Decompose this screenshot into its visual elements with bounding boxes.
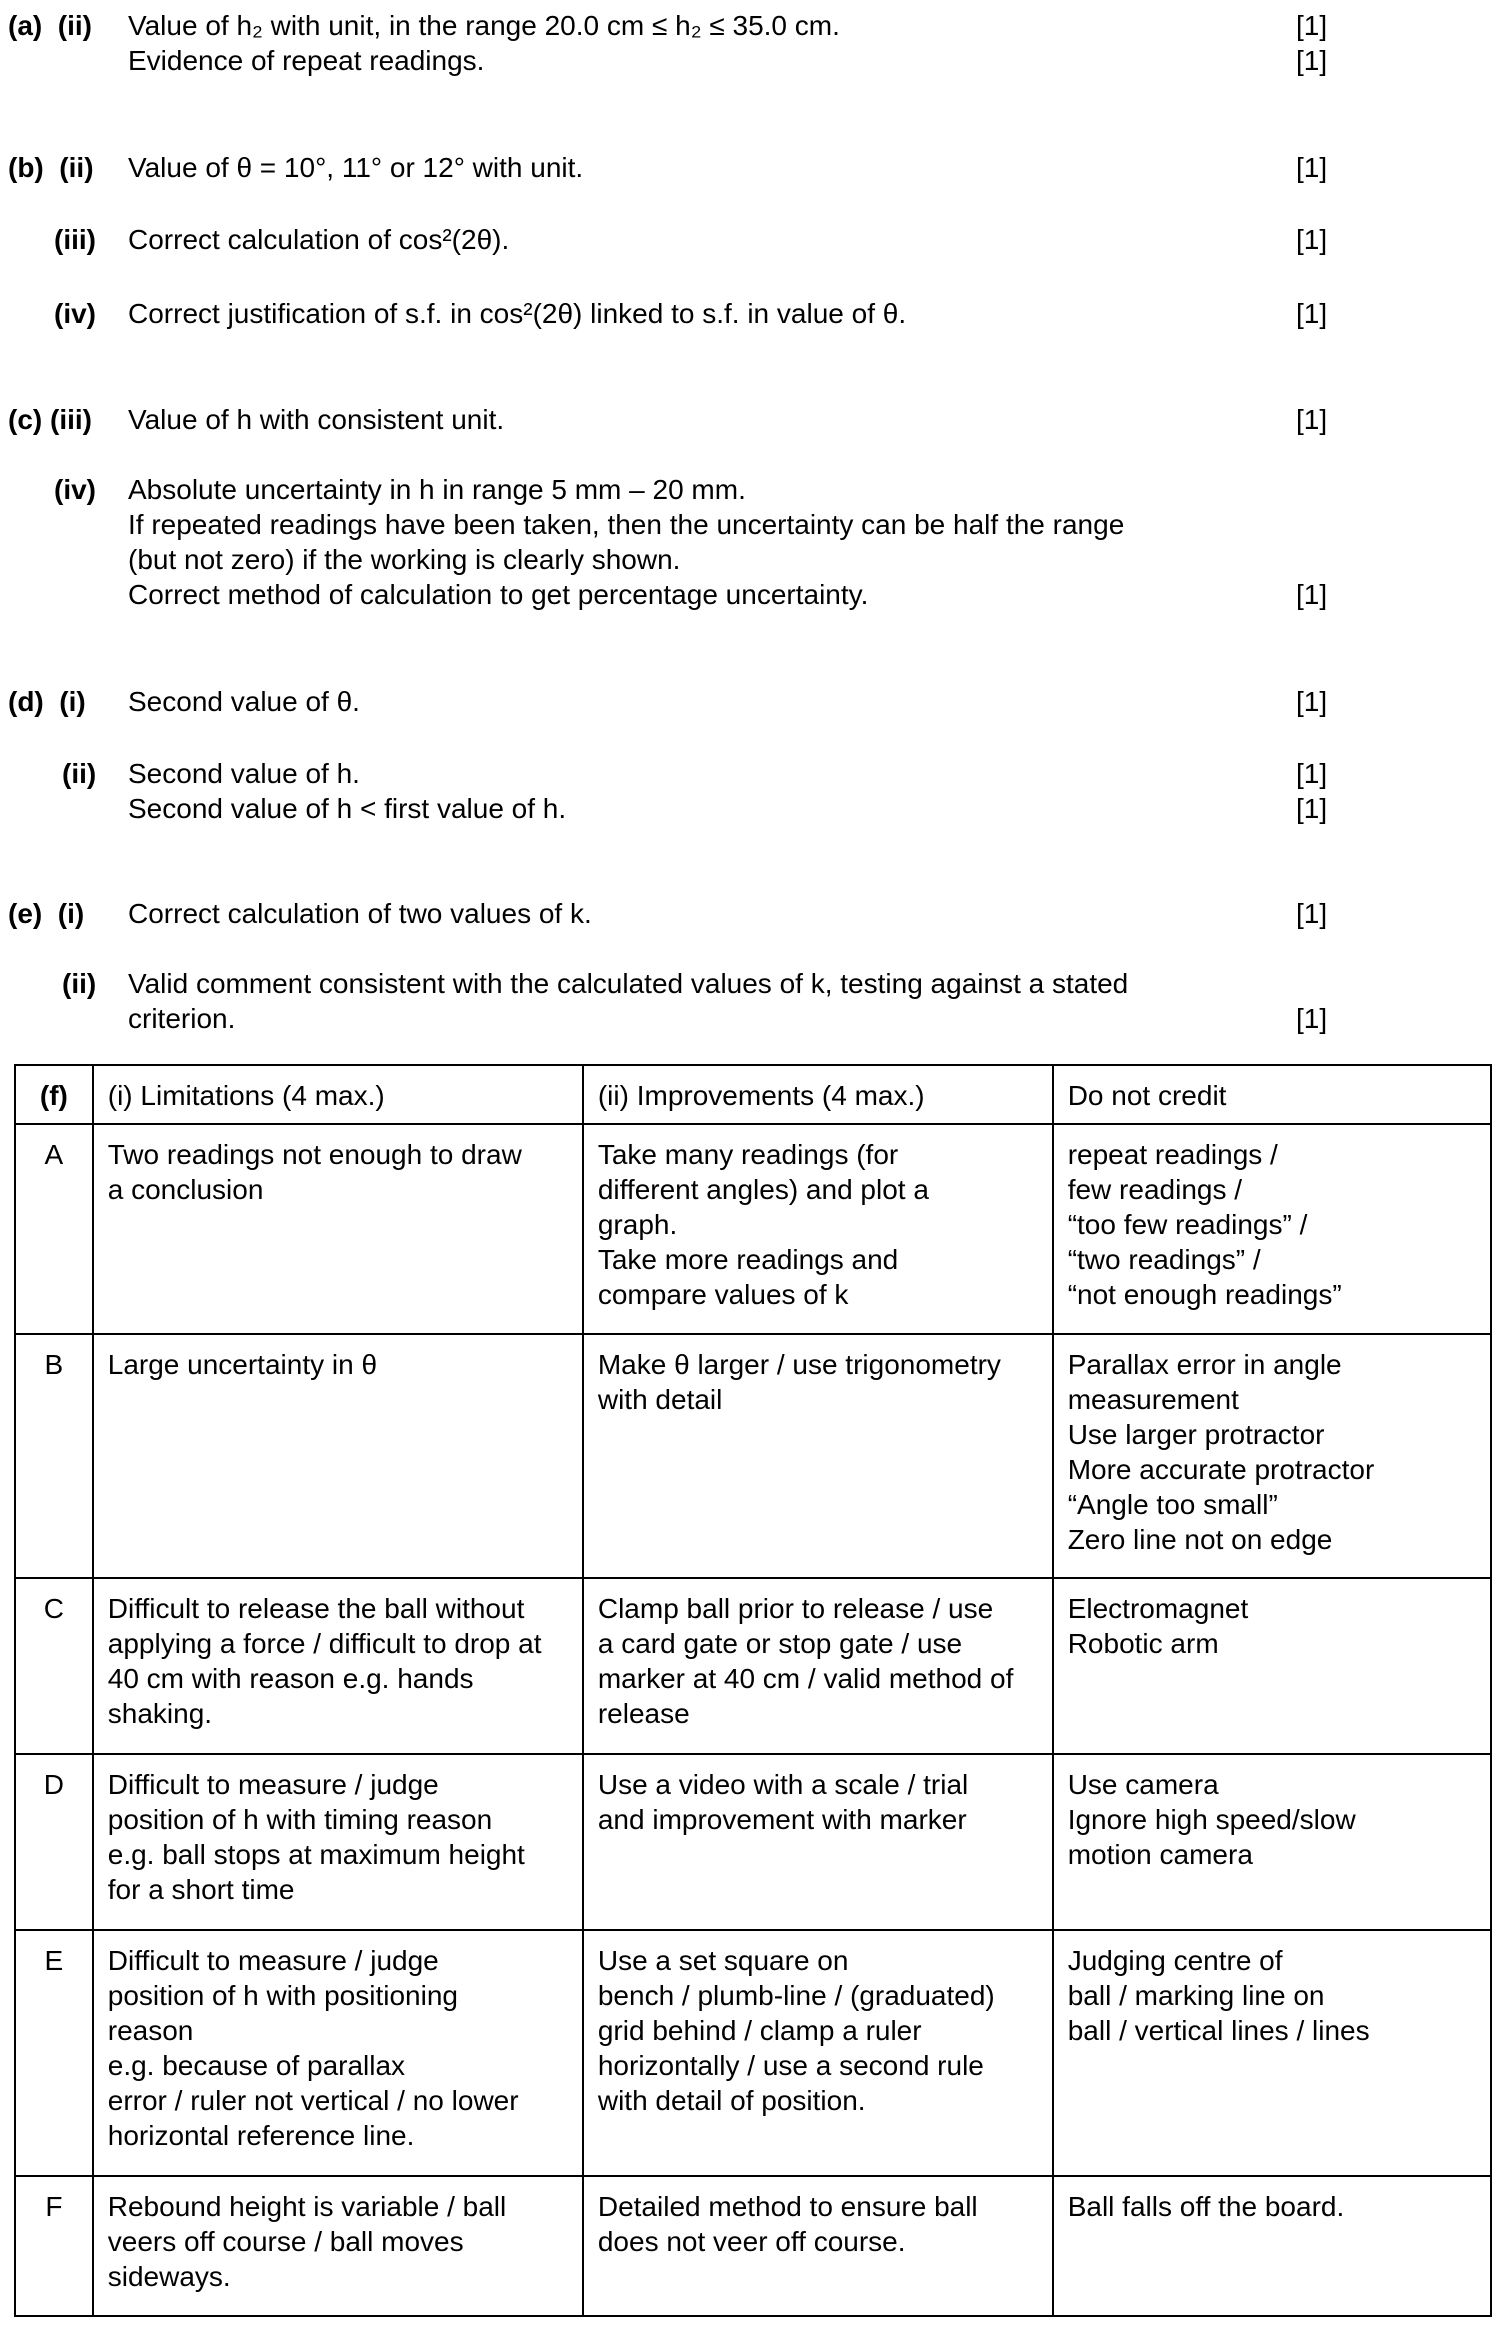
row-key: B bbox=[15, 1334, 93, 1578]
improvement-cell bbox=[583, 2176, 1053, 2316]
cell-line: ball / vertical lines / lines bbox=[1067, 2015, 1370, 2046]
table-row bbox=[15, 1578, 1491, 1754]
do-not-credit-cell bbox=[1053, 1578, 1491, 1754]
cell-line: “Angle too small” bbox=[1067, 1489, 1278, 1520]
cell-line: ball / marking line on bbox=[1067, 1980, 1325, 2011]
do-not-credit-cell bbox=[1053, 1930, 1491, 2176]
item-text: criterion. bbox=[128, 1003, 236, 1034]
item-mark: [1] bbox=[1296, 758, 1328, 789]
improvement-cell bbox=[583, 1334, 1053, 1578]
cell-line: shaking. bbox=[107, 1698, 213, 1729]
item-label: (iii) bbox=[54, 224, 96, 255]
item-mark: [1] bbox=[1296, 686, 1328, 717]
cell-line: repeat readings / bbox=[1067, 1139, 1278, 1170]
improvement-cell bbox=[583, 1124, 1053, 1334]
cell-line: bench / plumb-line / (graduated) bbox=[597, 1980, 995, 2011]
cell-line: e.g. ball stops at maximum height bbox=[107, 1839, 525, 1870]
limitation-cell bbox=[93, 2176, 583, 2316]
item-text: Correct method of calculation to get percentage uncertainty. bbox=[128, 579, 869, 610]
cell-line: horizontally / use a second rule bbox=[597, 2050, 984, 2081]
cell-line: e.g. because of parallax bbox=[107, 2050, 406, 2081]
cell-line: Difficult to release the ball without bbox=[107, 1593, 525, 1624]
cell-line: Zero line not on edge bbox=[1067, 1524, 1333, 1555]
cell-line: Detailed method to ensure ball bbox=[597, 2191, 978, 2222]
item-label: (c) (iii) bbox=[8, 404, 92, 435]
limitation-cell bbox=[93, 1754, 583, 1930]
row-key: D bbox=[15, 1754, 93, 1930]
cell-line: Use larger protractor bbox=[1067, 1419, 1325, 1450]
cell-line: Electromagnet bbox=[1067, 1593, 1249, 1624]
limitations-table bbox=[14, 1064, 1492, 2317]
cell-line: compare values of k bbox=[597, 1279, 849, 1310]
cell-line: a card gate or stop gate / use bbox=[597, 1628, 963, 1659]
row-key: C bbox=[15, 1578, 93, 1754]
item-label: (a) (ii) bbox=[8, 10, 92, 41]
item-mark: [1] bbox=[1296, 793, 1328, 824]
cell-line: Parallax error in angle bbox=[1067, 1349, 1342, 1380]
item-mark: [1] bbox=[1296, 224, 1328, 255]
cell-line: applying a force / difficult to drop at bbox=[107, 1628, 542, 1659]
cell-line: position of h with positioning bbox=[107, 1980, 458, 2011]
item-label: (e) (i) bbox=[8, 898, 85, 929]
cell-line: Ignore high speed/slow bbox=[1067, 1804, 1356, 1835]
cell-line: and improvement with marker bbox=[597, 1804, 967, 1835]
table-row bbox=[15, 1930, 1491, 2176]
cell-line: 40 cm with reason e.g. hands bbox=[107, 1663, 474, 1694]
cell-line: Difficult to measure / judge bbox=[107, 1945, 439, 1976]
item-text: Value of θ = 10°, 11° or 12° with unit. bbox=[128, 152, 584, 183]
header-do-not-credit: Do not credit bbox=[1053, 1065, 1491, 1124]
cell-line: release bbox=[597, 1698, 690, 1729]
item-label: (b) (ii) bbox=[8, 152, 94, 183]
item-label: (ii) bbox=[62, 968, 97, 999]
cell-line: with detail bbox=[597, 1384, 723, 1415]
cell-line: “two readings” / bbox=[1067, 1244, 1261, 1275]
item-label: (iv) bbox=[54, 474, 96, 505]
cell-line: few readings / bbox=[1067, 1174, 1243, 1205]
item-text: Second value of θ. bbox=[128, 686, 360, 717]
item-mark: [1] bbox=[1296, 152, 1328, 183]
limitation-cell bbox=[93, 1930, 583, 2176]
item-text: Evidence of repeat readings. bbox=[128, 45, 485, 76]
cell-line: a conclusion bbox=[107, 1174, 264, 1205]
row-key: F bbox=[15, 2176, 93, 2316]
item-text: Value of h₂ with unit, in the range 20.0 cm ≤ h₂ ≤ 35.0 cm. bbox=[128, 10, 840, 41]
item-mark: [1] bbox=[1296, 1003, 1328, 1034]
cell-line: error / ruler not vertical / no lower bbox=[107, 2085, 519, 2116]
table-row bbox=[15, 1754, 1491, 1930]
cell-line: “too few readings” / bbox=[1067, 1209, 1308, 1240]
cell-line: Rebound height is variable / ball bbox=[107, 2191, 507, 2222]
limitation-cell bbox=[93, 1578, 583, 1754]
header-f: (f) bbox=[15, 1065, 93, 1124]
cell-line: for a short time bbox=[107, 1874, 295, 1905]
cell-line: horizontal reference line. bbox=[107, 2120, 415, 2151]
cell-line: Use a video with a scale / trial bbox=[597, 1769, 969, 1800]
cell-line: graph. bbox=[597, 1209, 678, 1240]
cell-line: Take many readings (for bbox=[597, 1139, 899, 1170]
item-text: If repeated readings have been taken, then the uncertainty can be half the range bbox=[128, 509, 1125, 540]
item-mark: [1] bbox=[1296, 404, 1328, 435]
table-row bbox=[15, 1334, 1491, 1578]
cell-line: veers off course / ball moves bbox=[107, 2226, 464, 2257]
cell-line: motion camera bbox=[1067, 1839, 1253, 1870]
cell-line: Ball falls off the board. bbox=[1067, 2191, 1345, 2222]
cell-line: measurement bbox=[1067, 1384, 1239, 1415]
improvement-cell bbox=[583, 1754, 1053, 1930]
cell-line: “not enough readings” bbox=[1067, 1279, 1342, 1310]
row-key: E bbox=[15, 1930, 93, 2176]
table-header-row bbox=[15, 1065, 1491, 1124]
improvement-cell bbox=[583, 1930, 1053, 2176]
item-label: (d) (i) bbox=[8, 686, 86, 717]
item-text: Value of h with consistent unit. bbox=[128, 404, 505, 435]
cell-line: sideways. bbox=[107, 2261, 231, 2292]
item-text: Correct justification of s.f. in cos²(2θ) linked to s.f. in value of θ. bbox=[128, 298, 907, 329]
item-label: (ii) bbox=[62, 758, 97, 789]
item-text: Correct calculation of cos²(2θ). bbox=[128, 224, 510, 255]
item-mark: [1] bbox=[1296, 298, 1328, 329]
item-mark: [1] bbox=[1296, 10, 1328, 41]
cell-line: Robotic arm bbox=[1067, 1628, 1219, 1659]
limitation-cell bbox=[93, 1334, 583, 1578]
cell-line: Take more readings and bbox=[597, 1244, 899, 1275]
item-text: (but not zero) if the working is clearly shown. bbox=[128, 544, 681, 575]
item-text: Second value of h. bbox=[128, 758, 360, 789]
cell-line: Clamp ball prior to release / use bbox=[597, 1593, 994, 1624]
header-limitations: (i) Limitations (4 max.) bbox=[93, 1065, 583, 1124]
cell-line: Make θ larger / use trigonometry bbox=[597, 1349, 1001, 1380]
improvement-cell bbox=[583, 1578, 1053, 1754]
limitation-cell bbox=[93, 1124, 583, 1334]
cell-line: reason bbox=[107, 2015, 194, 2046]
item-label: (iv) bbox=[54, 298, 96, 329]
item-text: Second value of h < first value of h. bbox=[128, 793, 567, 824]
item-mark: [1] bbox=[1296, 898, 1328, 929]
item-mark: [1] bbox=[1296, 45, 1328, 76]
do-not-credit-cell bbox=[1053, 1754, 1491, 1930]
item-text: Correct calculation of two values of k. bbox=[128, 898, 592, 929]
item-text: Valid comment consistent with the calculated values of k, testing against a stated bbox=[128, 968, 1129, 999]
table-row bbox=[15, 2176, 1491, 2316]
do-not-credit-cell bbox=[1053, 1334, 1491, 1578]
cell-line: More accurate protractor bbox=[1067, 1454, 1375, 1485]
row-key: A bbox=[15, 1124, 93, 1334]
cell-line: Judging centre of bbox=[1067, 1945, 1283, 1976]
header-improvements: (ii) Improvements (4 max.) bbox=[583, 1065, 1053, 1124]
cell-line: position of h with timing reason bbox=[107, 1804, 493, 1835]
cell-line: Two readings not enough to draw bbox=[107, 1139, 522, 1170]
cell-line: Difficult to measure / judge bbox=[107, 1769, 439, 1800]
table-row bbox=[15, 1124, 1491, 1334]
cell-line: Large uncertainty in θ bbox=[107, 1349, 378, 1380]
cell-line: Use a set square on bbox=[597, 1945, 849, 1976]
cell-line: different angles) and plot a bbox=[597, 1174, 929, 1205]
cell-line: marker at 40 cm / valid method of bbox=[597, 1663, 1014, 1694]
cell-line: does not veer off course. bbox=[597, 2226, 906, 2257]
do-not-credit-cell bbox=[1053, 2176, 1491, 2316]
cell-line: Use camera bbox=[1067, 1769, 1219, 1800]
item-mark: [1] bbox=[1296, 579, 1328, 610]
cell-line: grid behind / clamp a ruler bbox=[597, 2015, 922, 2046]
item-text: Absolute uncertainty in h in range 5 mm – 20 mm. bbox=[128, 474, 746, 505]
do-not-credit-cell bbox=[1053, 1124, 1491, 1334]
cell-line: with detail of position. bbox=[597, 2085, 866, 2116]
